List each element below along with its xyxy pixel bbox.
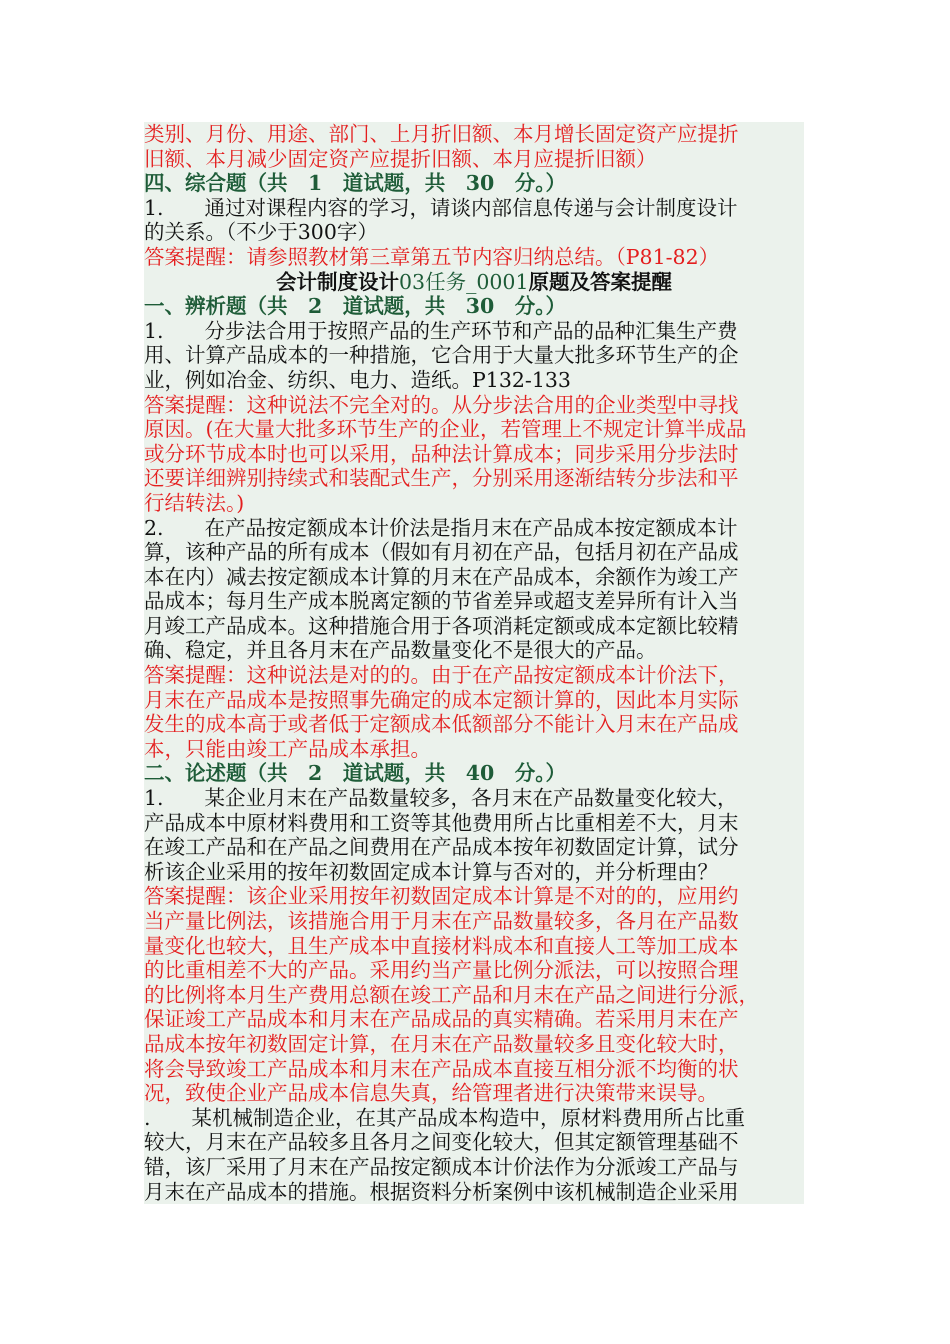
answer-hint-line: 答案提醒：该企业采用按年初数固定成本计算是不对的的，应用约 [144,884,739,909]
question-text-line: 1. 分步法合用于按照产品的生产环节和产品的品种汇集生产费 [144,318,738,343]
question-text-line: 算，该种产品的所有成本（假如有月初在产品，包括月初在产品成 [144,540,739,565]
answer-hint-line: 答案提醒：请参照教材第三章第五节内容归纳总结。（P81-82） [144,244,720,269]
title-task: 03任务_0001 [398,269,529,294]
question-text-line: 在竣工产品和在产品之间费用在产品成本按年初数固定计算，试分 [144,835,739,860]
question-text-line: 品成本；每月生产成本脱离定额的节省差异或超支差异所有计入当 [144,589,739,614]
question-text-line: 确、稳定，并且各月末在产品数量变化不是很大的产品。 [144,638,657,663]
answer-hint-line: 保证竣工产品成本和月末在产品成品的真实精确。若采用月末在产 [144,1007,739,1032]
question-text-line: 本在内）减去按定额成本计算的月末在产品成本，余额作为竣工产 [144,564,739,589]
answer-hint-line: 的比重相差不大的产品。采用约当产量比例分派法，可以按照合理 [144,958,739,983]
question-text-line: 析该企业采用的按年初数固定成本计算与否对的，并分析理由？ [144,859,718,884]
question-text-line: 1. 通过对课程内容的学习，请谈内部信息传递与会计制度设计 [144,195,738,220]
answer-hint-line: 量变化也较大，且生产成本中直接材料成本和直接人工等加工成本 [144,933,739,958]
answer-hint-line: 发生的成本高于或者低于定额成本低额部分不能计入月末在产品成 [144,712,739,737]
answer-hint-line: 答案提醒：这种说法是对的的。由于在产品按定额成本计价法下， [144,663,739,688]
answer-hint-line: 况，致使企业产品成本信息失真，给管理者进行决策带来误导。 [144,1081,718,1106]
question-text-line: 的关系。（不少于300字） [144,220,378,245]
answer-hint-line: 行结转法。) [144,490,245,515]
answer-hint-line: 将会导致竣工产品成本和月末在产品成本直接互相分派不均衡的状 [144,1056,739,1081]
answer-hint-line: 本，只能由竣工产品成本承担。 [144,736,431,761]
answer-hint-line: 旧额、本月减少固定资产应提折旧额、本月应提折旧额） [144,146,657,171]
question-text-line: 月竣工产品成本。这种措施合用于各项消耗定额或成本定额比较精 [144,613,739,638]
answer-hint-line: 月末在产品成本是按照事先确定的成本定额计算的，因此本月实际 [144,687,739,712]
question-text-line: 产品成本中原材料费用和工资等其他费用所占比重相差不大，月末 [144,810,739,835]
section-title [144,270,804,295]
question-text-line: 较大，月末在产品较多且各月之间变化较大，但其定额管理基础不 [144,1130,739,1155]
answer-hint-line: 的比例将本月生产费用总额在竣工产品和月末在产品之间进行分派， [144,982,759,1007]
title-suffix: 原题及答案提醒 [528,269,672,294]
answer-hint-line: 或分环节成本时也可以采用，品种法计算成本；同步采用分步法时 [144,441,739,466]
answer-hint-line: 原因。(在大量大批多环节生产的企业，若管理上不规定计算半成品 [144,417,747,442]
document-page [144,122,804,1204]
question-text-line: 2. 在产品按定额成本计价法是指月末在产品成本按定额成本计 [144,515,738,540]
section-heading: 一、辨析题（共 2 道试题，共 30 分。） [144,294,567,319]
answer-hint-line: 答案提醒：这种说法不完全对的。从分步法合用的企业类型中寻找 [144,392,739,417]
question-text-line: 业，例如冶金、纺织、电力、造纸。P132-133 [144,367,571,392]
question-text-line: 用、计算产品成本的一种措施，它合用于大量大批多环节生产的企 [144,343,739,368]
section-heading: 二、论述题（共 2 道试题，共 40 分。） [144,761,567,786]
answer-hint-line: 还要详细辨别持续式和装配式生产，分别采用逐渐结转分步法和平 [144,466,739,491]
answer-hint-line: 品成本按年初数固定计算，在月末在产品数量较多且变化较大时， [144,1031,739,1056]
question-text-line: 月末在产品成本的措施。根据资料分析案例中该机械制造企业采用 [144,1179,739,1204]
section-heading: 四、综合题（共 1 道试题，共 30 分。） [144,171,567,196]
title-course: 会计制度设计 [275,269,399,294]
answer-hint-line: 类别、月份、用途、部门、上月折旧额、本月增长固定资产应提折 [144,122,739,146]
answer-hint-line: 当产量比例法，该措施合用于月末在产品数量较多，各月在产品数 [144,909,739,933]
question-text-line: . 某机械制造企业，在其产品成本构造中，原材料费用所占比重 [144,1105,746,1130]
question-text-line: 错，该厂采用了月末在产品按定额成本计价法作为分派竣工产品与 [144,1154,739,1179]
question-text-line: 1. 某企业月末在产品数量较多，各月末在产品数量变化较大， [144,786,738,811]
